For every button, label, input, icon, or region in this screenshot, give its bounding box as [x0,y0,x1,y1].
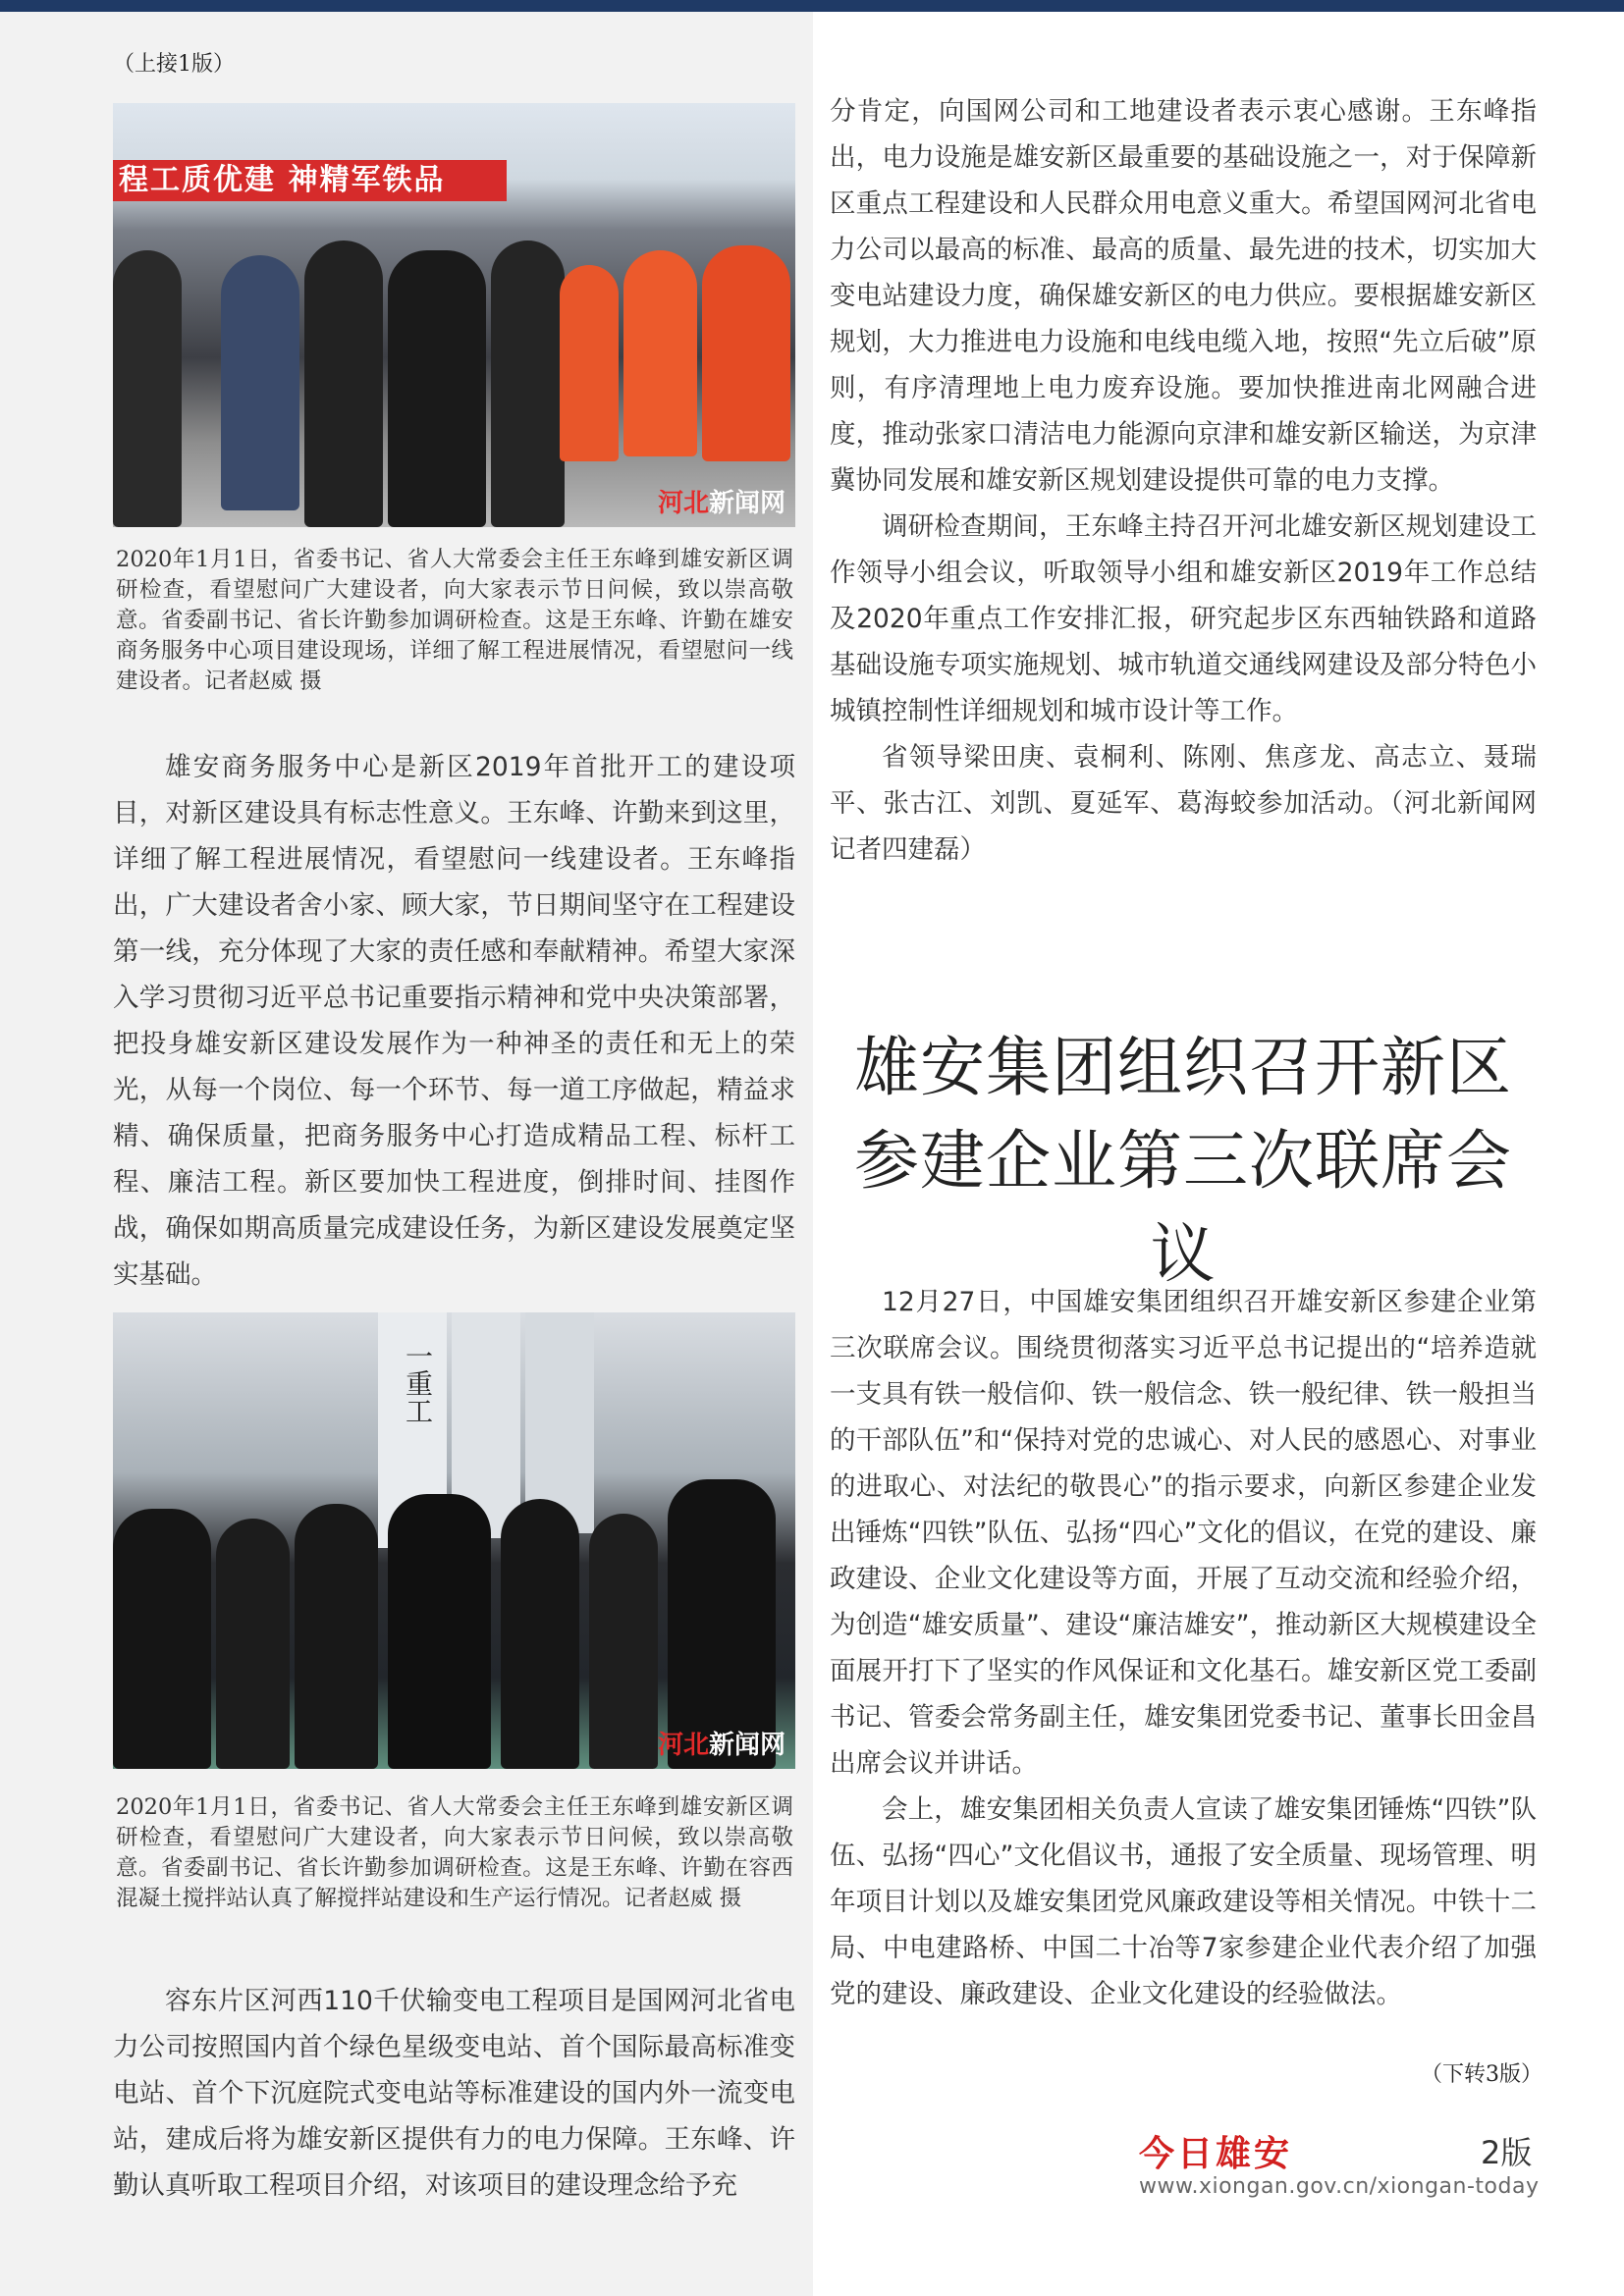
article-body [113,744,795,1298]
continued-from-label: （上接1版） [113,52,235,77]
article-body [830,88,1537,873]
photo-figure [702,245,790,461]
photo-figure [295,1504,378,1769]
photo-figure [388,1494,491,1769]
top-band [0,0,1624,12]
news-photo-mixing-station [113,1312,795,1769]
photo-figure [304,240,383,527]
photo-figure [623,250,697,456]
paragraph: 分肯定，向国网公司和工地建设者表示衷心感谢。王东峰指出，电力设施是雄安新区最重要的基础设施之一，对于保障新区重点工程建设和人民群众用电意义重大。希望国网河北省电力公司以最高的标准、最高的质量、最先进的技术，切实加大变电站建设力度，确保雄安新区的电力供应。要根据雄安新区规划，大力推进电力设施和电线电缆入地，按照“先立后破”原则，有序清理地上电力废弃设施。要加快推进南北网融合进度，推动张家口清洁电力能源向京津和雄安新区输送，为京津冀协同发展和雄安新区规划建设提供可靠的电力支撑。 [830,96,1537,496]
continued-to-label: （下转3版） [1421,2062,1543,2087]
photo-caption: 2020年1月1日，省委书记、省人大常委会主任王东峰到雄安新区调研检查，看望慰问广大建设者，向大家表示节日问候，致以崇高敬意。省委副书记、省长许勤参加调研检查。这是王东峰、许勤在雄安商务服务中心项目建设现场，详细了解工程进展情况，看望慰问一线建设者。记者赵威 摄 [116,547,793,694]
paragraph: 省领导梁田庚、袁桐利、陈刚、焦彦龙、高志立、聂瑞平、张古江、刘凯、夏延军、葛海蛟参加活动。（河北新闻网 记者四建磊） [830,742,1537,865]
photo-figure [501,1499,579,1769]
article-body [113,1978,795,2209]
paragraph: 调研检查期间，王东峰主持召开河北雄安新区规划建设工作领导小组会议，听取领导小组和雄安新区2019年工作总结及2020年重点工作安排汇报，研究起步区东西轴铁路和道路基础设施专项实施规划、城市轨道交通线网建设及部分特色小城镇控制性详细规划和城市设计等工作。 [830,511,1537,726]
headline-line: 雄安集团组织召开新区 [854,1030,1512,1105]
news-photo-construction-site [113,103,795,527]
publication-logo: 今日雄安 [1139,2133,1293,2174]
article-body [830,1279,1537,2017]
photo-caption: 2020年1月1日，省委书记、省人大常委会主任王东峰到雄安新区调研检查，看望慰问广大建设者，向大家表示节日问候，致以崇高敬意。省委副书记、省长许勤参加调研检查。这是王东峰、许勤在容西混凝土搅拌站认真了解搅拌站建设和生产运行情况。记者赵威 摄 [116,1794,793,1911]
paragraph: 12月27日，中国雄安集团组织召开雄安新区参建企业第三次联席会议。围绕贯彻落实习近平总书记提出的“培养造就一支具有铁一般信仰、铁一般信念、铁一般纪律、铁一般担当的干部队伍”和“保持对党的忠诚心、对人民的感恩心、对事业的进取心、对法纪的敬畏心”的指示要求，向新区参建企业发出锤炼“四铁”队伍、弘扬“四心”文化的倡议，在党的建设、廉政建设、企业文化建设等方面，开展了互动交流和经验介绍，为创造“雄安质量”、建设“廉洁雄安”，推动新区大规模建设全面展开打下了坚实的作风保证和文化基石。雄安新区党工委副书记、管委会常务副主任，雄安集团党委书记、董事长田金昌出席会议并讲话。 [830,1287,1537,1779]
photo-silo-sign: 一重工 [402,1342,434,1424]
photo-figure [221,255,299,510]
photo-figure [388,250,486,527]
paragraph: 会上，雄安集团相关负责人宣读了雄安集团锤炼“四铁”队伍、弘扬“四心”文化倡议书，通报了安全质量、现场管理、明年项目计划以及雄安集团党风廉政建设等相关情况。中铁十二局、中电建路桥、中国二十冶等7家参建企业代表介绍了加强党的建设、廉政建设、企业文化建设的经验做法。 [830,1794,1537,2009]
photo-watermark: 河北新闻网 [657,1731,785,1760]
photo-banner-sign: 程工质优建 神精军铁品 [113,160,507,201]
photo-figure [589,1514,658,1769]
headline-line: 参建企业第三次联席会议 [854,1123,1512,1292]
photo-figure [113,250,182,527]
photo-watermark: 河北新闻网 [657,489,785,518]
paragraph: 容东片区河西110千伏输变电工程项目是国网河北省电力公司按照国内首个绿色星级变电站、首个国际最高标准变电站、首个下沉庭院式变电站等标准建设的国内外一流变电站，建成后将为雄安新区提供有力的电力保障。王东峰、许勤认真听取工程项目介绍，对该项目的建设理念给予充 [113,1986,795,2201]
photo-figure [491,240,565,527]
article-headline [830,1021,1537,1301]
page-number: 2版 [1481,2134,1533,2171]
photo-figure [216,1519,290,1769]
photo-figure [113,1509,211,1769]
paragraph: 雄安商务服务中心是新区2019年首批开工的建设项目，对新区建设具有标志性意义。王东峰、许勤来到这里，详细了解工程进展情况，看望慰问一线建设者。王东峰指出，广大建设者舍小家、顾大家，节日期间坚守在工程建设第一线，充分体现了大家的责任感和奉献精神。希望大家深入学习贯彻习近平总书记重要指示精神和党中央决策部署，把投身雄安新区建设发展作为一种神圣的责任和无上的荣光，从每一个岗位、每一个环节、每一道工序做起，精益求精、确保质量，把商务服务中心打造成精品工程、标杆工程、廉洁工程。新区要加快工程进度，倒排时间、挂图作战，确保如期高质量完成建设任务，为新区建设发展奠定坚实基础。 [113,752,795,1290]
photo-figure [560,265,619,461]
publication-url[interactable]: www.xiongan.gov.cn/xiongan-today [1139,2174,1540,2199]
